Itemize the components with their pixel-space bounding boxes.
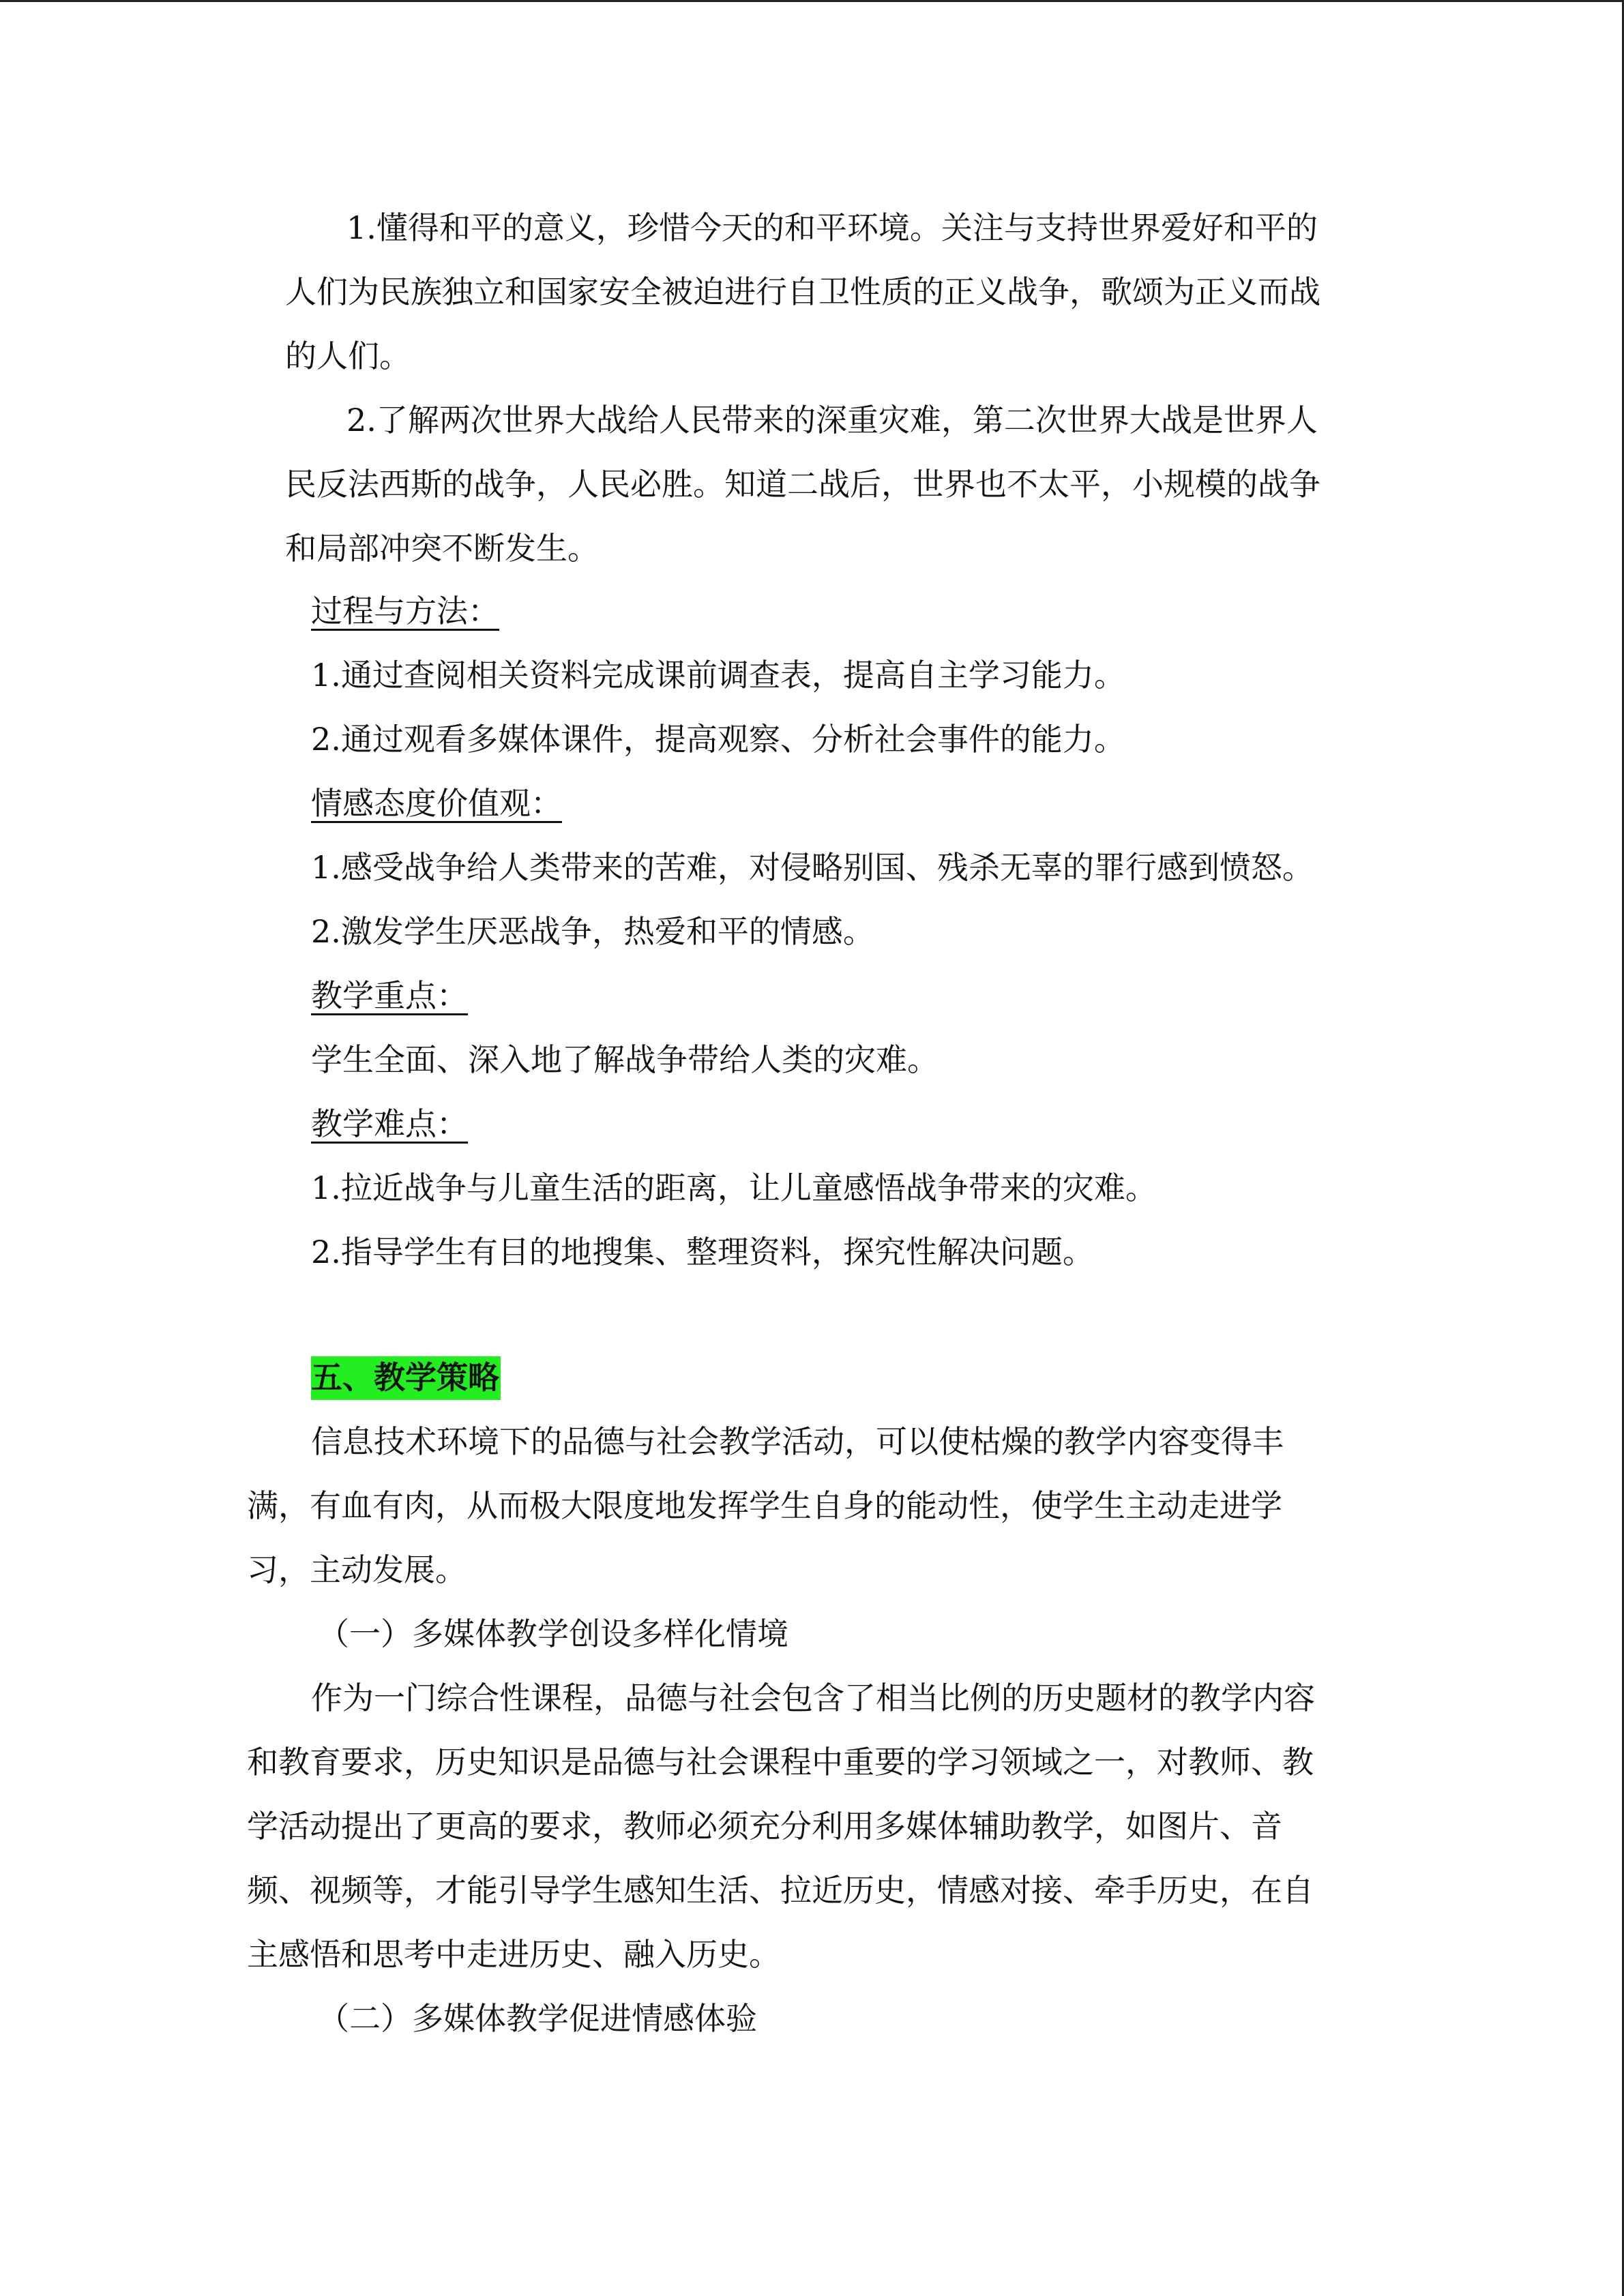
difficulty-item-2: 2.指导学生有目的地搜集、整理资料，探究性解决问题。 xyxy=(311,1234,1094,1270)
process-item-2: 2.通过观看多媒体课件，提高观察、分析社会事件的能力。 xyxy=(311,721,1125,758)
subsection-1-heading: （一）多媒体教学创设多样化情境 xyxy=(318,1615,788,1652)
subsection-1-line-4: 频、视频等，才能引导学生感知生活、拉近历史，情感对接、牵手历史，在自 xyxy=(247,1872,1314,1909)
knowledge-item-2-line-1: 2.了解两次世界大战给人民带来的深重灾难，第二次世界大战是世界人 xyxy=(346,402,1318,438)
strategy-heading-highlight: 五、教学策略 xyxy=(311,1356,501,1400)
subsection-1-line-5: 主感悟和思考中走进历史、融入历史。 xyxy=(247,1936,780,1973)
subsection-1-line-3: 学活动提出了更高的要求，教师必须充分利用多媒体辅助教学，如图片、音 xyxy=(247,1808,1282,1845)
strategy-intro-line-1: 信息技术环境下的品德与社会教学活动，可以使枯燥的教学内容变得丰 xyxy=(311,1423,1284,1460)
strategy-intro-line-3: 习，主动发展。 xyxy=(247,1551,467,1588)
strategy-section-heading xyxy=(311,1357,501,1398)
subsection-1-line-2: 和教育要求，历史知识是品德与社会课程中重要的学习领域之一，对教师、教 xyxy=(247,1744,1314,1780)
emotion-item-1: 1.感受战争给人类带来的苦难，对侵略别国、残杀无辜的罪行感到愤怒。 xyxy=(311,849,1314,886)
difficulty-heading: 教学难点： xyxy=(311,1105,468,1142)
knowledge-item-2-line-3: 和局部冲突不断发生。 xyxy=(285,530,599,567)
subsection-2-heading: （二）多媒体教学促进情感体验 xyxy=(318,2000,757,2037)
emotion-item-2: 2.激发学生厌恶战争，热爱和平的情感。 xyxy=(311,913,874,950)
subsection-1-line-1: 作为一门综合性课程，品德与社会包含了相当比例的历史题材的教学内容 xyxy=(311,1680,1315,1716)
strategy-intro-line-2: 满，有血有肉，从而极大限度地发挥学生自身的能动性，使学生主动走进学 xyxy=(247,1487,1282,1524)
page-border-top xyxy=(0,0,1624,2)
knowledge-item-1-line-2: 人们为民族独立和国家安全被迫进行自卫性质的正义战争，歌颂为正义而战 xyxy=(285,273,1320,310)
knowledge-item-1-line-3: 的人们。 xyxy=(285,338,411,374)
difficulty-item-1: 1.拉近战争与儿童生活的距离，让儿童感悟战争带来的灾难。 xyxy=(311,1169,1157,1206)
key-point-heading: 教学重点： xyxy=(311,977,468,1014)
emotion-values-heading: 情感态度价值观： xyxy=(311,785,562,822)
knowledge-item-1-line-1: 1.懂得和平的意义，珍惜今天的和平环境。关注与支持世界爱好和平的 xyxy=(346,209,1318,246)
key-point-text: 学生全面、深入地了解战争带给人类的灾难。 xyxy=(311,1041,939,1078)
process-item-1: 1.通过查阅相关资料完成课前调查表，提高自主学习能力。 xyxy=(311,657,1125,694)
process-method-heading: 过程与方法： xyxy=(311,593,499,629)
knowledge-item-2-line-2: 民反法西斯的战争，人民必胜。知道二战后，世界也不太平，小规模的战争 xyxy=(285,466,1320,503)
